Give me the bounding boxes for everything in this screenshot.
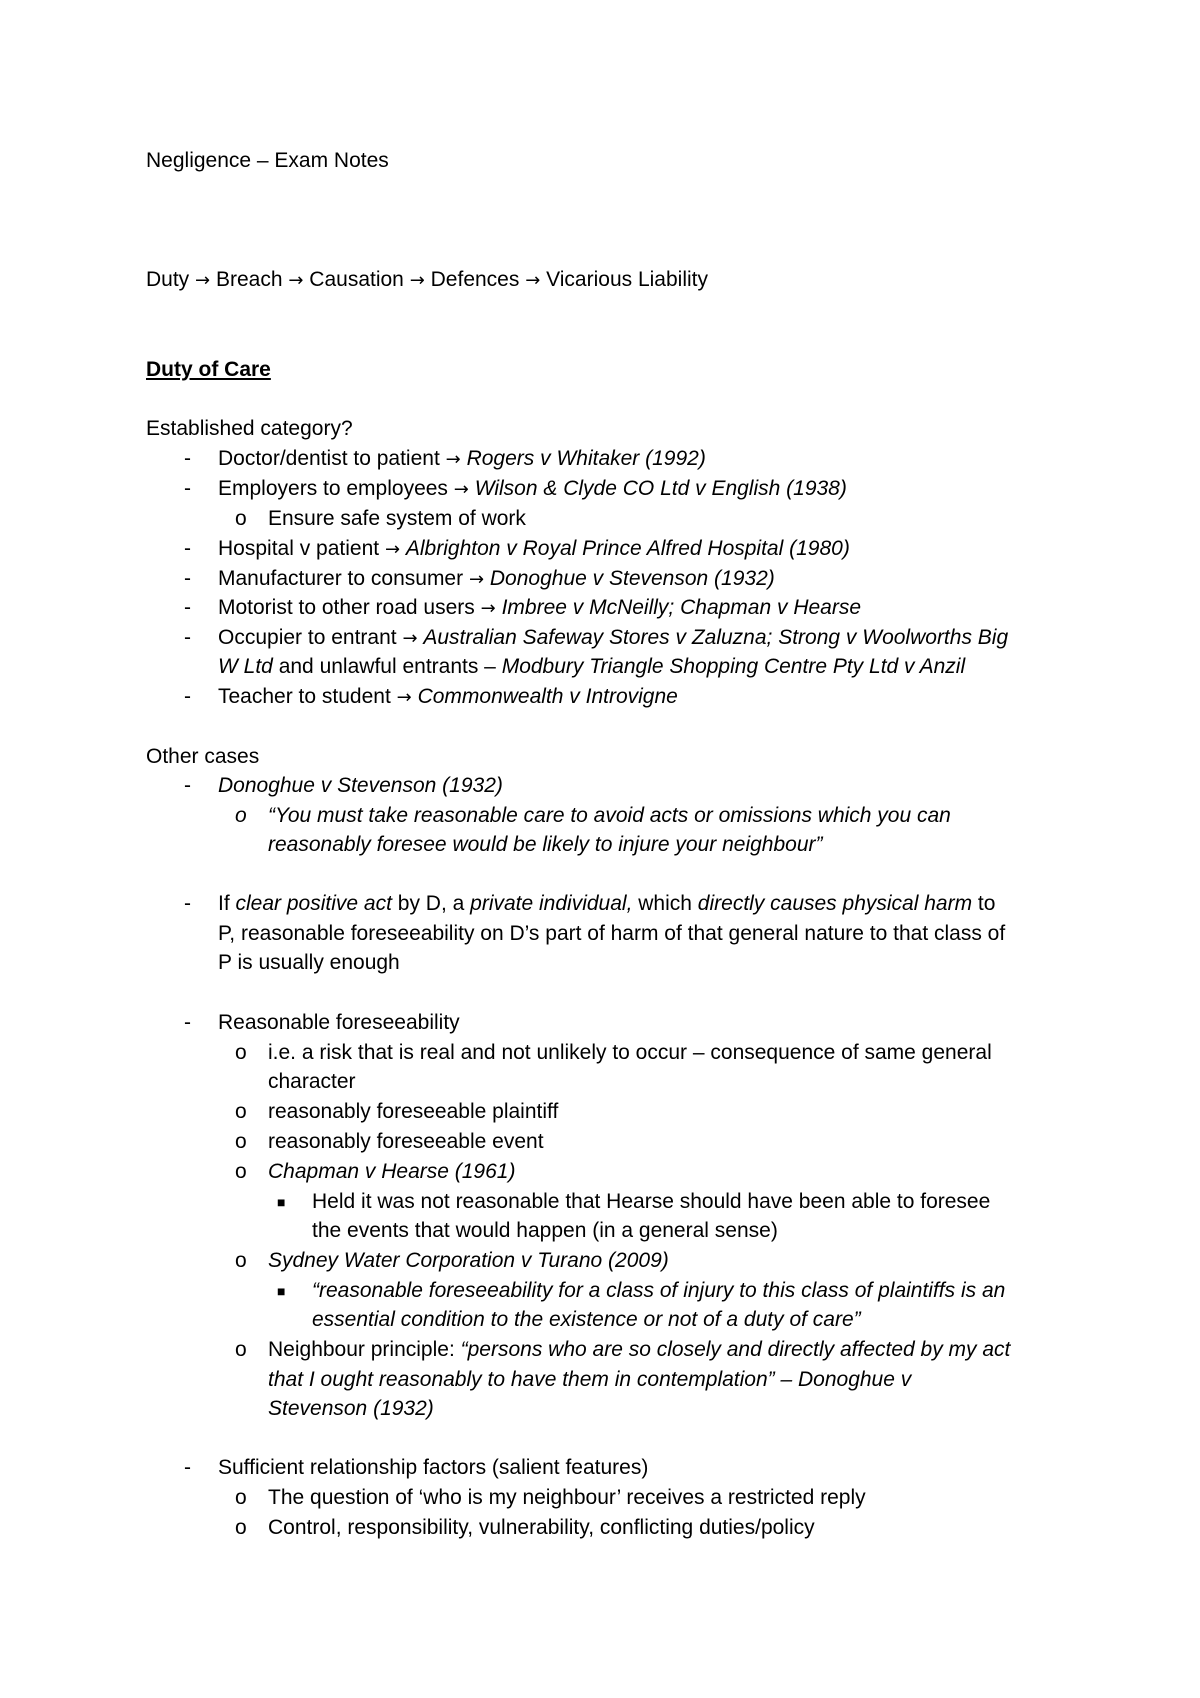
list-item-continuation bbox=[218, 654, 965, 680]
quote-continuation: that I ought reasonably to have them in contemplation” – Donoghue v bbox=[268, 1368, 912, 1391]
list-item-continuation: P, reasonable foreseeability on D’s part of harm of that general nature to that class of bbox=[218, 922, 1006, 945]
case-name: Donoghue v Stevenson (1932) bbox=[218, 774, 503, 797]
circle-bullet: o bbox=[235, 1041, 247, 1064]
arrow-icon: → bbox=[195, 270, 211, 291]
arrow-icon: → bbox=[402, 628, 418, 649]
case-name: Modbury Triangle Shopping Centre Pty Ltd v Anzil bbox=[501, 655, 966, 678]
quote-text: “reasonable foreseeability for a class of injury to this class of plaintiffs is an bbox=[312, 1279, 1006, 1302]
quote-continuation: Stevenson (1932) bbox=[268, 1397, 434, 1420]
dash-bullet: - bbox=[184, 626, 191, 649]
item-text: If bbox=[218, 892, 230, 915]
circle-bullet: o bbox=[235, 1249, 247, 1272]
case-name: W Ltd bbox=[218, 655, 273, 678]
circle-bullet: o bbox=[235, 1100, 247, 1123]
item-text: reasonably foreseeable plaintiff bbox=[268, 1100, 559, 1123]
circle-bullet: o bbox=[235, 1516, 247, 1539]
other-label: Other cases bbox=[146, 745, 260, 768]
item-text: Reasonable foreseeability bbox=[218, 1011, 460, 1034]
arrow-icon: → bbox=[396, 687, 412, 708]
item-text: Employers to employees bbox=[218, 477, 448, 500]
item-text: Occupier to entrant bbox=[218, 626, 397, 649]
flow-step-vicarious: Vicarious Liability bbox=[546, 268, 708, 291]
arrow-icon: → bbox=[468, 569, 485, 590]
arrow-icon: → bbox=[445, 449, 461, 470]
emphasis-text: directly causes physical harm bbox=[697, 892, 973, 915]
case-name: Sydney Water Corporation v Turano (2009) bbox=[268, 1249, 669, 1272]
dash-bullet: - bbox=[184, 1011, 191, 1034]
quote-text: “You must take reasonable care to avoid acts or omissions which you can bbox=[268, 804, 951, 827]
arrow-icon: → bbox=[409, 270, 425, 291]
dash-bullet: - bbox=[184, 567, 191, 590]
item-text: which bbox=[638, 892, 692, 915]
quote-continuation: essential condition to the existence or not of a duty of care” bbox=[312, 1308, 861, 1331]
flow-step-breach: Breach bbox=[215, 268, 283, 291]
square-bullet: ■ bbox=[277, 1283, 286, 1299]
item-text: Control, responsibility, vulnerability, conflicting duties/policy bbox=[268, 1516, 815, 1539]
dash-bullet: - bbox=[184, 685, 191, 708]
circle-bullet: o bbox=[235, 1486, 247, 1509]
emphasis-text: clear positive act bbox=[235, 892, 392, 915]
case-name: Australian Safeway Stores v Zaluzna; Strong v Woolworths Big bbox=[423, 626, 1009, 649]
dash-bullet: - bbox=[184, 477, 191, 500]
item-text: Manufacturer to consumer bbox=[218, 567, 464, 590]
list-item-continuation: the events that would happen (in a general sense) bbox=[312, 1219, 778, 1242]
item-text: reasonably foreseeable event bbox=[268, 1130, 544, 1153]
section-heading: Duty of Care bbox=[146, 358, 271, 381]
dash-bullet: - bbox=[184, 892, 191, 915]
circle-bullet: o bbox=[235, 1338, 247, 1361]
case-name: Commonwealth v Introvigne bbox=[417, 685, 678, 708]
circle-bullet: o bbox=[235, 1130, 247, 1153]
arrow-icon: → bbox=[480, 598, 496, 619]
dash-bullet: - bbox=[184, 447, 191, 470]
item-text: Held it was not reasonable that Hearse should have been able to foresee bbox=[312, 1190, 991, 1213]
item-text: and unlawful entrants – bbox=[278, 655, 496, 678]
case-name: Wilson & Clyde CO Ltd v English (1938) bbox=[474, 477, 847, 500]
flow-step-causation: Causation bbox=[309, 268, 404, 291]
item-text: Doctor/dentist to patient bbox=[218, 447, 440, 470]
established-label: Established category? bbox=[146, 417, 353, 440]
emphasis-text: private individual, bbox=[470, 892, 633, 915]
case-name: Imbree v McNeilly; Chapman v Hearse bbox=[501, 596, 862, 619]
arrow-icon: → bbox=[525, 270, 541, 291]
case-name: Albrighton v Royal Prince Alfred Hospital (1980) bbox=[405, 537, 850, 560]
arrow-icon: → bbox=[453, 479, 469, 500]
case-name: Chapman v Hearse (1961) bbox=[268, 1160, 516, 1183]
case-name: Rogers v Whitaker (1992) bbox=[466, 447, 706, 470]
flow-step-duty: Duty bbox=[146, 268, 190, 291]
item-text: Hospital v patient bbox=[218, 537, 380, 560]
item-text: Sufficient relationship factors (salient features) bbox=[218, 1456, 649, 1479]
circle-bullet: o bbox=[235, 507, 247, 530]
quote-continuation: reasonably foresee would be likely to injure your neighbour” bbox=[268, 833, 823, 856]
item-text: Ensure safe system of work bbox=[268, 507, 526, 530]
dash-bullet: - bbox=[184, 1456, 191, 1479]
page-title: Negligence – Exam Notes bbox=[146, 149, 389, 172]
arrow-icon: → bbox=[288, 270, 304, 291]
item-text: Neighbour principle: bbox=[268, 1338, 455, 1361]
list-item-continuation: P is usually enough bbox=[218, 951, 400, 974]
square-bullet: ■ bbox=[277, 1194, 286, 1210]
item-text: Motorist to other road users bbox=[218, 596, 475, 619]
dash-bullet: - bbox=[184, 596, 191, 619]
quote-text: “persons who are so closely and directly affected by my act bbox=[460, 1338, 1011, 1361]
item-text: by D, a bbox=[397, 892, 465, 915]
item-text: to bbox=[977, 892, 996, 915]
arrow-icon: → bbox=[384, 539, 401, 560]
circle-bullet: o bbox=[235, 1160, 247, 1183]
case-name: Donoghue v Stevenson (1932) bbox=[489, 567, 775, 590]
dash-bullet: - bbox=[184, 774, 191, 797]
dash-bullet: - bbox=[184, 537, 191, 560]
flow-line bbox=[146, 267, 708, 294]
circle-bullet: o bbox=[235, 804, 247, 827]
item-text: The question of ‘who is my neighbour’ receives a restricted reply bbox=[268, 1486, 866, 1509]
list-item-continuation: character bbox=[268, 1070, 356, 1093]
item-text: i.e. a risk that is real and not unlikely to occur – consequence of same general bbox=[268, 1041, 992, 1064]
item-text: Teacher to student bbox=[218, 685, 391, 708]
flow-step-defences: Defences bbox=[430, 268, 520, 291]
